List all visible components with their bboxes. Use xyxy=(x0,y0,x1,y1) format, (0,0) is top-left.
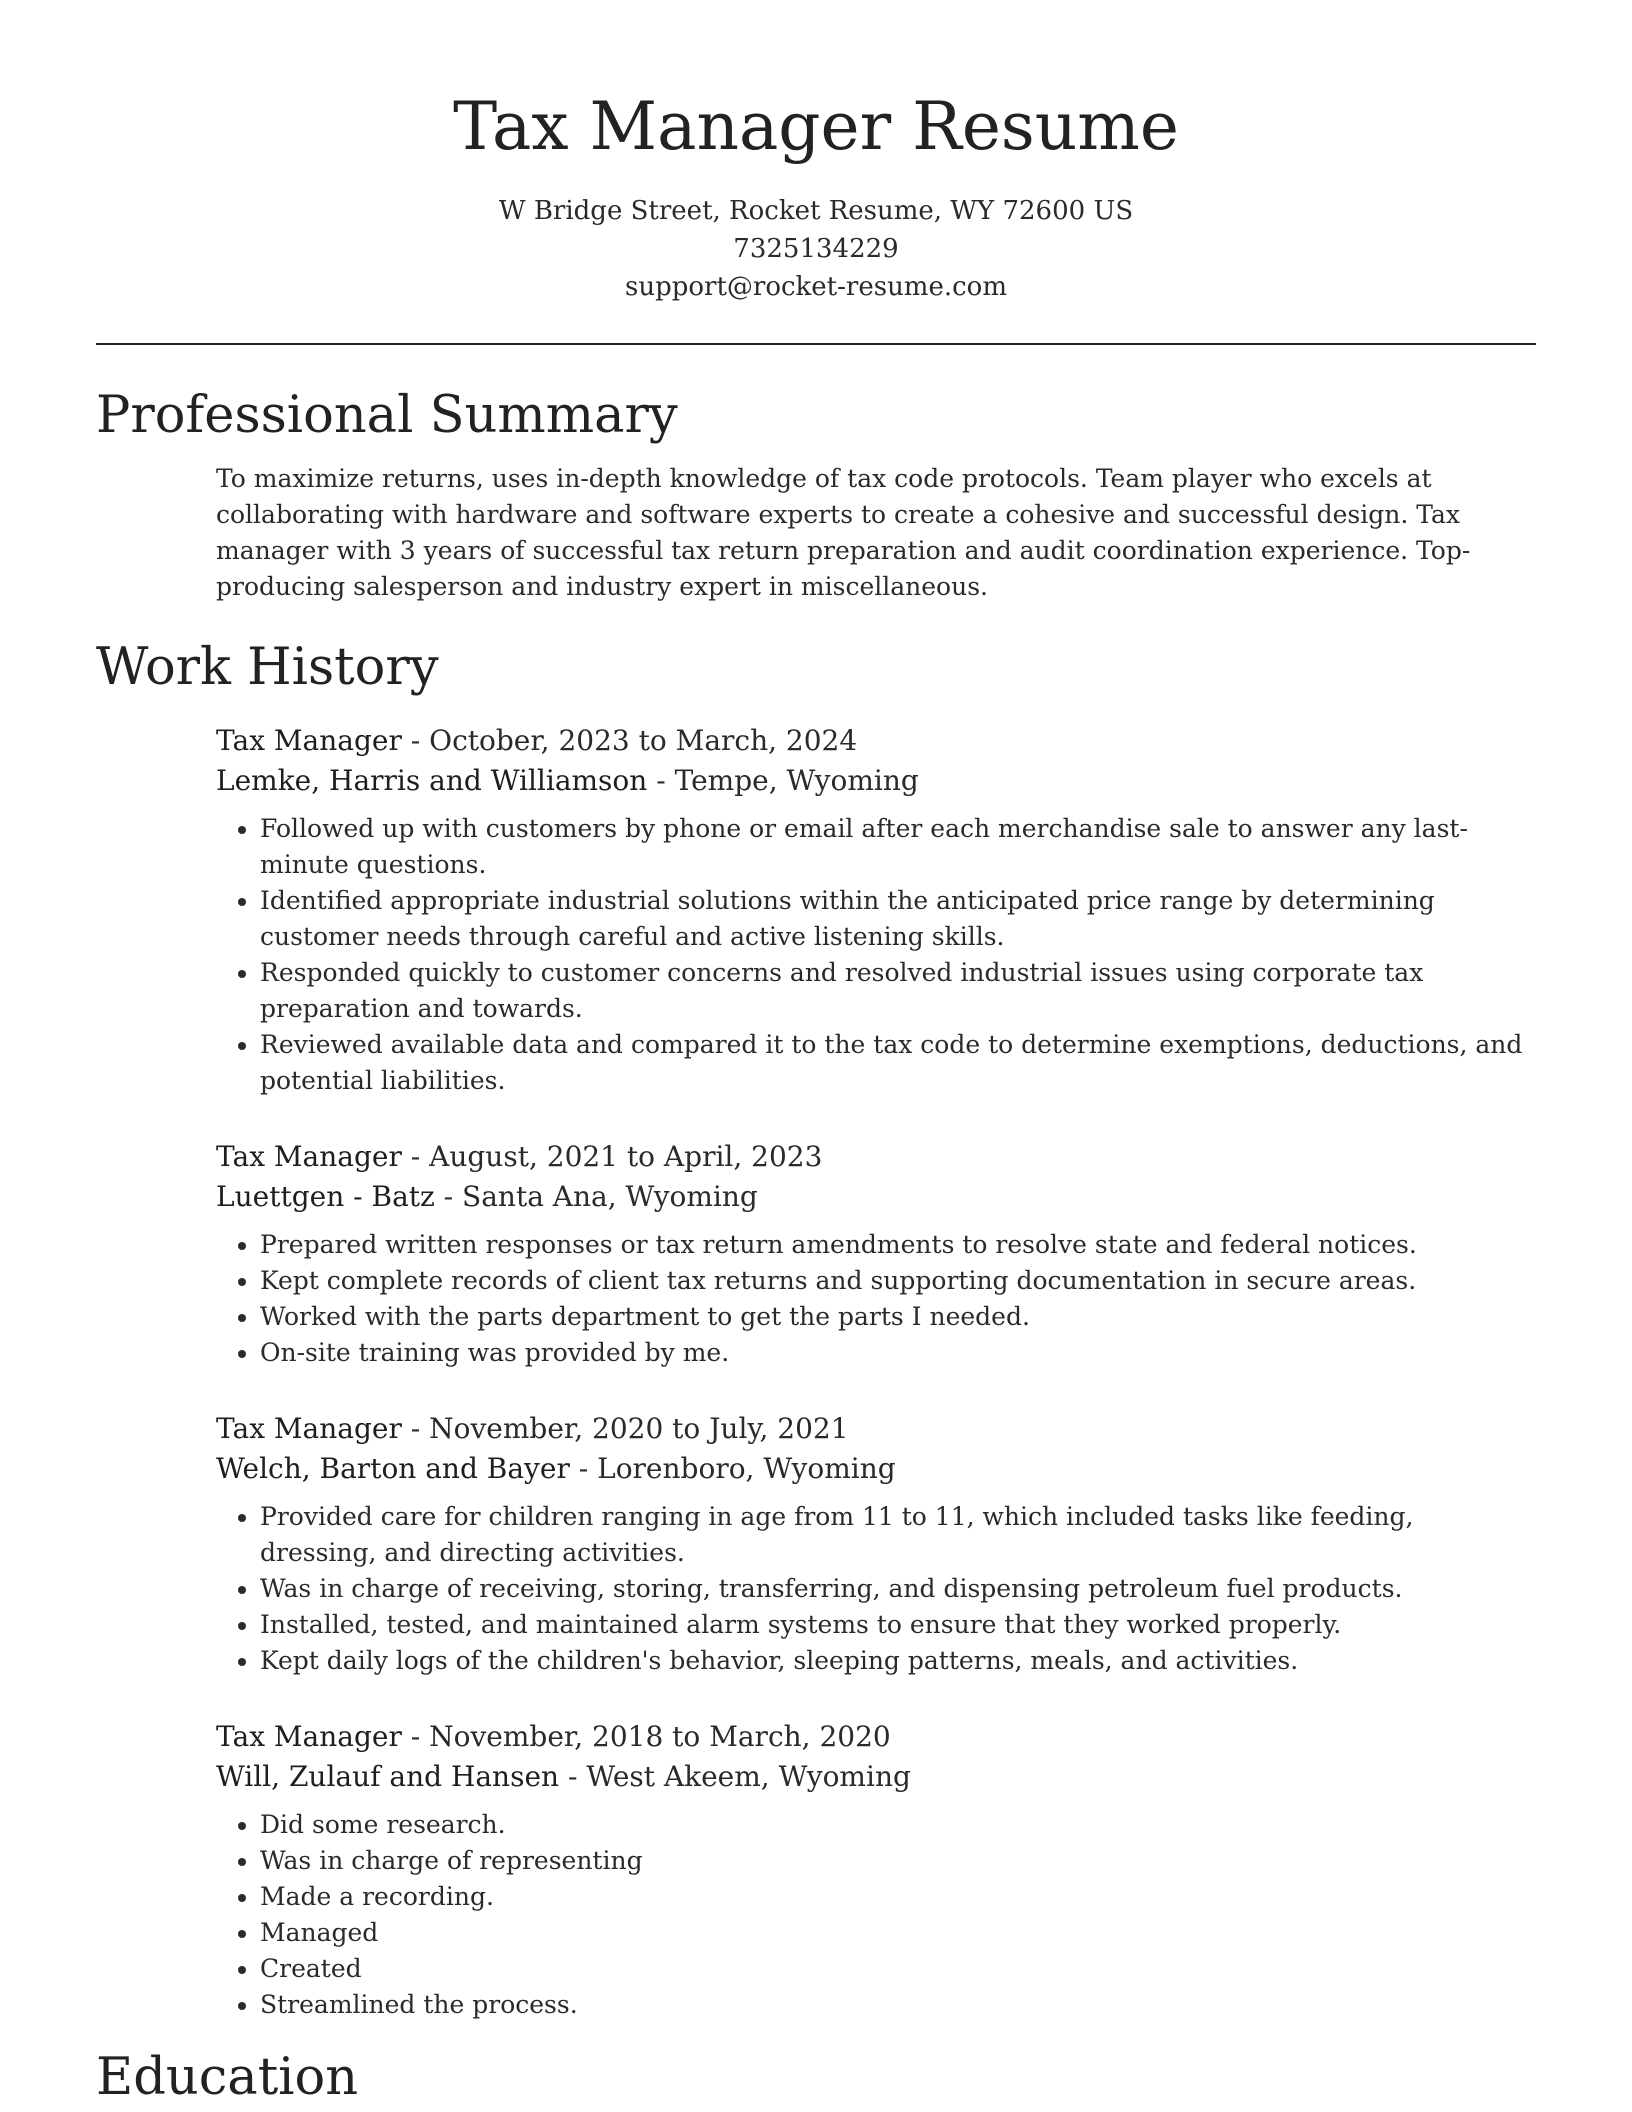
job-title-line: Tax Manager - November, 2018 to March, 2020 xyxy=(216,1720,891,1753)
job-bullets xyxy=(216,1227,1536,1371)
job-bullet: • Was in charge of representing xyxy=(260,1843,1536,1879)
job-bullet: • Responded quickly to customer concerns and resolved industrial issues using corporate tax preparation and towards. xyxy=(260,955,1536,1027)
contact-phone: 7325134229 xyxy=(733,234,899,264)
job-entry xyxy=(216,721,1536,1099)
job-title: Tax Manager xyxy=(216,1140,402,1173)
job-bullet: • Prepared written responses or tax return amendments to resolve state and federal notices. xyxy=(260,1227,1536,1263)
work-history-list xyxy=(216,721,1536,2023)
job-bullet: • Was in charge of receiving, storing, transferring, and dispensing petroleum fuel products. xyxy=(260,1571,1536,1607)
header-divider xyxy=(96,343,1536,345)
job-company: Luettgen - Batz xyxy=(216,1180,435,1213)
job-company-line: Luettgen - Batz - Santa Ana, Wyoming xyxy=(216,1180,758,1213)
job-bullets xyxy=(216,811,1536,1099)
job-location: Lorenboro, Wyoming xyxy=(597,1452,896,1485)
job-bullets xyxy=(216,1807,1536,2023)
job-company-line: Welch, Barton and Bayer - Lorenboro, Wyoming xyxy=(216,1452,896,1485)
job-bullet: • Kept daily logs of the children's behavior, sleeping patterns, meals, and activities. xyxy=(260,1643,1536,1679)
job-dates: November, 2020 to July, 2021 xyxy=(429,1412,849,1445)
resume-title: Tax Manager Resume xyxy=(453,88,1179,165)
job-bullet: • Did some research. xyxy=(260,1807,1536,1843)
job-bullets xyxy=(216,1499,1536,1679)
job-dates: August, 2021 to April, 2023 xyxy=(429,1140,823,1173)
job-title: Tax Manager xyxy=(216,1412,402,1445)
work-history-heading: Work History xyxy=(96,638,439,697)
job-company: Will, Zulauf and Hansen xyxy=(216,1760,560,1793)
job-company: Lemke, Harris and Williamson xyxy=(216,764,648,797)
job-bullet: • Managed xyxy=(260,1915,1536,1951)
job-title-line: Tax Manager - October, 2023 to March, 2024 xyxy=(216,724,858,757)
job-bullet: • Identified appropriate industrial solutions within the anticipated price range by determining customer needs through careful and active listening skills. xyxy=(260,883,1536,955)
job-bullet: • Reviewed available data and compared it to the tax code to determine exemptions, deductions, and potential liabilities. xyxy=(260,1027,1536,1099)
job-entry xyxy=(216,1717,1536,2023)
job-location: Santa Ana, Wyoming xyxy=(462,1180,758,1213)
job-title: Tax Manager xyxy=(216,724,402,757)
job-location: West Akeem, Wyoming xyxy=(586,1760,911,1793)
job-bullet: • Followed up with customers by phone or email after each merchandise sale to answer any last-minute questions. xyxy=(260,811,1536,883)
job-bullet: • Installed, tested, and maintained alarm systems to ensure that they worked properly. xyxy=(260,1607,1536,1643)
contact-block xyxy=(96,192,1536,306)
job-bullet: • On-site training was provided by me. xyxy=(260,1335,1536,1371)
job-dates: November, 2018 to March, 2020 xyxy=(429,1720,891,1753)
job-company: Welch, Barton and Bayer xyxy=(216,1452,570,1485)
job-dates: October, 2023 to March, 2024 xyxy=(429,724,858,757)
job-title-line: Tax Manager - August, 2021 to April, 2023 xyxy=(216,1140,823,1173)
resume-page xyxy=(96,0,1536,2111)
job-bullet: • Worked with the parts department to get the parts I needed. xyxy=(260,1299,1536,1335)
job-entry xyxy=(216,1409,1536,1679)
job-company-line: Will, Zulauf and Hansen - West Akeem, Wyoming xyxy=(216,1760,911,1793)
job-title: Tax Manager xyxy=(216,1720,402,1753)
job-bullet: • Provided care for children ranging in age from 11 to 11, which included tasks like feeding, dressing, and directing activities. xyxy=(260,1499,1536,1571)
job-bullet: • Kept complete records of client tax returns and supporting documentation in secure areas. xyxy=(260,1263,1536,1299)
job-entry xyxy=(216,1137,1536,1371)
job-bullet: • Streamlined the process. xyxy=(260,1987,1536,2023)
job-title-line: Tax Manager - November, 2020 to July, 2021 xyxy=(216,1412,849,1445)
education-heading: Education xyxy=(96,2048,359,2107)
contact-address: W Bridge Street, Rocket Resume, WY 72600 US xyxy=(498,196,1134,226)
job-bullet: • Created xyxy=(260,1951,1536,1987)
job-company-line: Lemke, Harris and Williamson - Tempe, Wyoming xyxy=(216,764,919,797)
summary-text: To maximize returns, uses in-depth knowledge of tax code protocols. Team player who excels at collaborating with hardware and software experts to create a cohesive and successful design. Tax manager with 3 years of successful tax return preparation and audit coordination experience. Top-producing salesperson and industry expert in miscellaneous. xyxy=(216,464,1471,601)
contact-email: support@rocket-resume.com xyxy=(624,272,1007,302)
job-location: Tempe, Wyoming xyxy=(674,764,919,797)
job-bullet: • Made a recording. xyxy=(260,1879,1536,1915)
summary-heading: Professional Summary xyxy=(96,386,678,445)
resume-header xyxy=(96,84,1536,306)
